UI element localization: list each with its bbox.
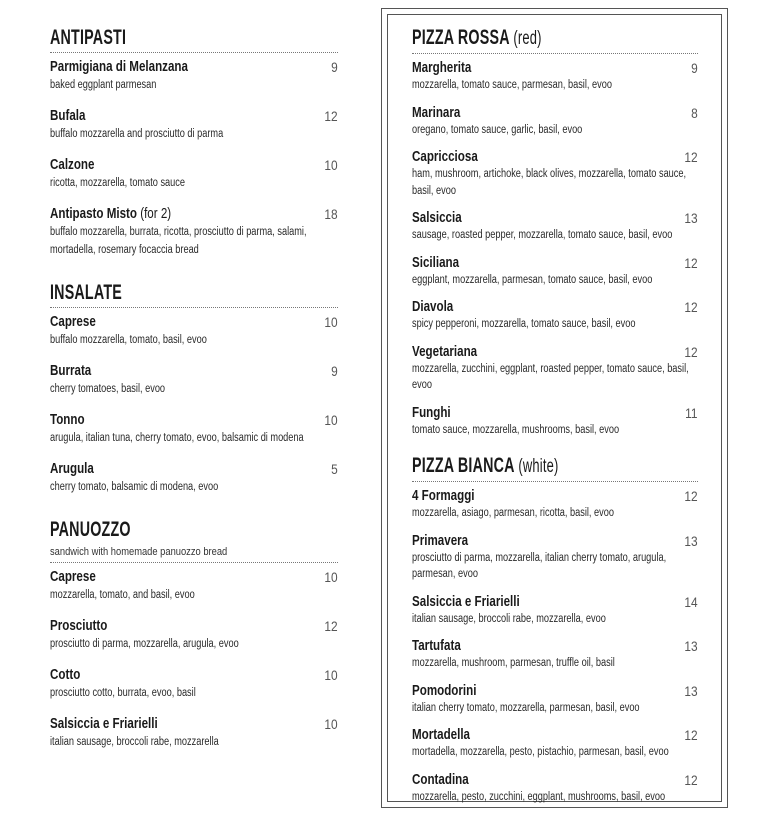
menu-item-description: mozzarella, tomato, and basil, evoo [50, 589, 195, 601]
menu-item-header [412, 532, 698, 550]
menu-item-name-text: Tartufata [412, 638, 461, 654]
menu-item-name-text: Caprese [50, 569, 96, 585]
menu-item [412, 343, 698, 394]
menu-item [412, 298, 698, 333]
menu-item-name [50, 715, 158, 733]
menu-item-name [50, 411, 85, 429]
menu-item-price: 10 [324, 412, 338, 428]
menu-item [412, 726, 698, 761]
menu-item [50, 362, 338, 398]
menu-item-header [412, 148, 698, 166]
menu-item-name [412, 104, 460, 122]
menu-item-name [412, 209, 462, 227]
menu-item-price: 12 [684, 771, 698, 788]
menu-item-name-text: Diavola [412, 299, 454, 315]
menu-item-header [412, 593, 698, 611]
menu-item [50, 617, 338, 653]
menu-item [412, 209, 698, 244]
section-title-text: PIZZA ROSSA [412, 26, 510, 49]
menu-item-name-text: Pomodorini [412, 682, 477, 699]
menu-item-header [50, 107, 338, 125]
menu-item-header [412, 682, 698, 700]
menu-item-header [412, 726, 698, 744]
menu-item-header [50, 617, 338, 635]
menu-item-header [50, 411, 338, 429]
menu-section [412, 26, 698, 438]
menu-item-price: 5 [331, 461, 338, 477]
section-header [50, 518, 338, 563]
menu-item-name [50, 205, 171, 223]
menu-item-price: 12 [684, 488, 698, 504]
menu-item-header [412, 298, 698, 316]
section-header [50, 26, 338, 53]
menu-item-header [50, 666, 338, 684]
section-title [50, 26, 126, 50]
menu-item-header [412, 771, 698, 789]
menu-item-name-text: Siciliana [412, 254, 460, 271]
menu-item-header [50, 205, 338, 223]
menu-item [412, 148, 698, 199]
menu-item [412, 59, 698, 94]
menu-item-price: 10 [324, 157, 338, 173]
menu-item-price: 9 [691, 60, 698, 76]
menu-item-description: ham, mushroom, artichoke, black olives, mozzarella, tomato sauce, basil, evoo [412, 168, 687, 197]
menu-item [50, 568, 338, 604]
menu-section [412, 454, 698, 805]
menu-item-description: mozzarella, zucchini, eggplant, roasted pepper, tomato sauce, basil, evoo [412, 362, 689, 391]
menu-item-name-text: Tonno [50, 412, 85, 428]
menu-item-description: italian cherry tomato, mozzarella, parmesan, basil, evoo [412, 701, 640, 714]
menu-item-name [50, 568, 96, 586]
menu-item [50, 156, 338, 192]
menu-item-name-text: Calzone [50, 157, 95, 173]
menu-item-name [50, 58, 188, 76]
menu-item-description: cherry tomatoes, basil, evoo [50, 383, 166, 395]
menu-item-name-text: Burrata [50, 363, 92, 379]
menu-item-name [50, 107, 85, 125]
menu-item [412, 682, 698, 717]
menu-item-name [412, 532, 468, 550]
menu-item-price: 13 [684, 682, 698, 699]
menu-item [412, 487, 698, 522]
menu-item-header [50, 313, 338, 331]
menu-item [412, 637, 698, 672]
menu-item [50, 313, 338, 349]
menu-item-name-text: Salsiccia e Friarielli [412, 593, 520, 610]
menu-item-price: 13 [684, 210, 698, 226]
menu-item-header [412, 637, 698, 655]
menu-item-name [50, 460, 94, 478]
menu-item [412, 104, 698, 139]
section-gap [50, 272, 338, 281]
menu-item-name-text: Contadina [412, 771, 469, 788]
menu-section [50, 518, 338, 751]
menu-item-header [412, 104, 698, 122]
menu-item-price: 14 [684, 593, 698, 610]
section-title-text: PANUOZZO [50, 518, 131, 541]
menu-item [412, 532, 698, 583]
menu-item-header [50, 156, 338, 174]
menu-item-name [50, 362, 91, 380]
menu-item-description: buffalo mozzarella, burrata, ricotta, prosciutto di parma, salami, mortadella, rosemary focaccia bread [50, 226, 307, 256]
menu-item-price: 9 [331, 59, 338, 75]
menu-item-name-text: Salsiccia e Friarielli [50, 716, 158, 732]
menu-item-description: sausage, roasted pepper, mozzarella, tomato sauce, basil, evoo [412, 229, 673, 241]
menu-item-description: buffalo mozzarella, tomato, basil, evoo [50, 334, 207, 346]
menu-item-price: 18 [324, 206, 338, 222]
menu-item-description: baked eggplant parmesan [50, 79, 157, 91]
menu-item-name-text: Prosciutto [50, 618, 108, 634]
menu-item-header [412, 487, 698, 505]
menu-item-price: 10 [324, 569, 338, 585]
menu-item-name [412, 298, 453, 316]
menu-item-name [412, 343, 477, 361]
menu-item-header [412, 404, 698, 422]
menu-item-header [50, 715, 338, 733]
menu-item-price: 13 [684, 638, 698, 654]
menu-item [412, 404, 698, 439]
menu-item-description: mortadella, mozzarella, pesto, pistachio, parmesan, basil, evoo [412, 746, 669, 758]
menu-item-name [412, 726, 470, 744]
menu-item [50, 666, 338, 702]
menu-item-price: 12 [684, 149, 698, 165]
menu-item-name [412, 254, 459, 272]
menu-item [412, 771, 698, 806]
section-title [50, 281, 122, 305]
menu-item [412, 254, 698, 289]
menu-item-name [50, 666, 80, 684]
menu-item-price: 12 [684, 727, 698, 743]
section-header [412, 454, 698, 482]
menu-item-price: 13 [684, 532, 698, 549]
menu-item-price: 12 [324, 618, 338, 634]
menu-section [50, 26, 338, 259]
menu-item-name-text: Antipasto Misto [50, 206, 137, 222]
section-title [412, 454, 559, 479]
menu-item-price: 9 [331, 363, 338, 379]
menu-item-note: (for 2) [140, 206, 172, 222]
menu-item-name-text: Mortadella [412, 727, 471, 743]
left-menu-column [50, 26, 338, 764]
menu-item-price: 10 [324, 667, 338, 683]
menu-item-header [412, 209, 698, 227]
menu-item-price: 11 [685, 404, 698, 421]
menu-item-description: prosciutto cotto, burrata, evoo, basil [50, 687, 196, 699]
menu-section [50, 281, 338, 496]
menu-item-description: oregano, tomato sauce, garlic, basil, evoo [412, 123, 583, 136]
pizza-menu-column [412, 26, 698, 815]
menu-item-name [50, 313, 96, 331]
menu-item-name-text: 4 Formaggi [412, 488, 475, 504]
menu-item-description: buffalo mozzarella and prosciutto di parma [50, 128, 224, 140]
menu-item-description: italian sausage, broccoli rabe, mozzarella, evoo [412, 612, 606, 625]
menu-item-name-text: Parmigiana di Melanzana [50, 59, 188, 75]
menu-item-price: 8 [691, 104, 698, 121]
menu-item-header [412, 59, 698, 77]
menu-item-price: 12 [684, 254, 698, 271]
menu-item-header [412, 343, 698, 361]
section-title-text: ANTIPASTI [50, 26, 127, 49]
menu-item-name-text: Salsiccia [412, 210, 462, 226]
section-header [412, 26, 698, 54]
menu-item-name-text: Marinara [412, 104, 461, 121]
menu-item-name-text: Arugula [50, 461, 94, 477]
menu-item-description: arugula, italian tuna, cherry tomato, evoo, balsamic di modena [50, 432, 304, 444]
menu-item-header [50, 58, 338, 76]
menu-item-name-text: Bufala [50, 108, 86, 124]
section-title-text: INSALATE [50, 281, 122, 304]
section-gap [50, 509, 338, 518]
menu-item-price: 12 [684, 343, 698, 360]
section-header [50, 281, 338, 308]
menu-item-header [412, 254, 698, 272]
menu-item-description: mozzarella, pesto, zucchini, eggplant, mushrooms, basil, evoo [412, 790, 666, 803]
section-subtitle: sandwich with homemade panuozzo bread [50, 546, 228, 558]
menu-item-name [412, 593, 520, 611]
menu-item [50, 58, 338, 94]
menu-item-name-text: Caprese [50, 314, 96, 330]
menu-item-price: 12 [324, 108, 338, 124]
menu-item-description: mozzarella, asiago, parmesan, ricotta, basil, evoo [412, 507, 614, 519]
menu-item [50, 205, 338, 259]
menu-item-description: prosciutto di parma, mozzarella, arugula, evoo [50, 638, 239, 650]
menu-item-description: ricotta, mozzarella, tomato sauce [50, 177, 185, 189]
menu-item-price: 10 [324, 314, 338, 330]
menu-item-header [50, 362, 338, 380]
menu-item-name [412, 404, 451, 422]
menu-item-description: italian sausage, broccoli rabe, mozzarella [50, 736, 219, 748]
section-title-note: (red) [513, 28, 542, 49]
menu-item-name [412, 682, 476, 700]
menu-item-description: mozzarella, tomato sauce, parmesan, basil, evoo [412, 79, 612, 91]
section-title [412, 26, 542, 51]
menu-item-price: 10 [324, 716, 338, 732]
section-title-note: (white) [518, 456, 559, 477]
section-title [50, 518, 131, 542]
menu-item-name [412, 637, 461, 655]
section-title-text: PIZZA BIANCA [412, 454, 515, 477]
menu-item-name-text: Cotto [50, 667, 81, 683]
menu-item-description: cherry tomato, balsamic di modena, evoo [50, 481, 219, 493]
menu-item-name [412, 59, 471, 77]
menu-item-price: 12 [684, 299, 698, 315]
menu-item-name-text: Capricciosa [412, 149, 478, 165]
menu-item [50, 460, 338, 496]
menu-item-name [412, 148, 478, 166]
menu-item-name [50, 156, 94, 174]
menu-item [412, 593, 698, 628]
menu-item-header [50, 568, 338, 586]
menu-item-name [50, 617, 107, 635]
menu-item-description: eggplant, mozzarella, parmesan, tomato sauce, basil, evoo [412, 273, 653, 286]
menu-item-header [50, 460, 338, 478]
menu-item-name-text: Margherita [412, 60, 472, 76]
menu-item-name-text: Funghi [412, 404, 451, 421]
menu-item-description: prosciutto di parma, mozzarella, italian cherry tomato, arugula, parmesan, evoo [412, 551, 667, 580]
menu-item-description: mozzarella, mushroom, parmesan, truffle oil, basil [412, 657, 615, 669]
menu-item-name-text: Primavera [412, 532, 469, 549]
menu-item-name-text: Vegetariana [412, 343, 478, 360]
menu-item [50, 715, 338, 751]
menu-item [50, 411, 338, 447]
menu-item-name [412, 771, 469, 789]
menu-item-name [412, 487, 475, 505]
menu-item [50, 107, 338, 143]
menu-item-description: tomato sauce, mozzarella, mushrooms, basil, evoo [412, 423, 620, 436]
menu-item-description: spicy pepperoni, mozzarella, tomato sauce, basil, evoo [412, 318, 636, 330]
